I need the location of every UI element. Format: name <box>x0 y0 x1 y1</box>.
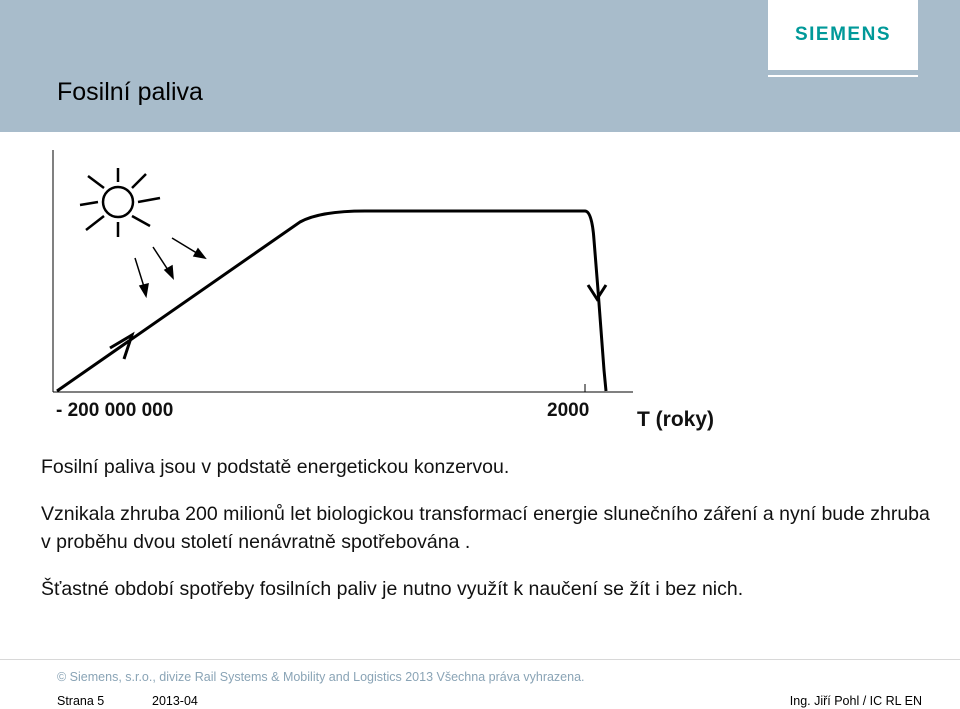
sun-ray-arrow-icon <box>135 238 205 296</box>
text-paragraph-3: Šťastné období spotřeby fosilních paliv je nutno využít k naučení se žít i bez nich. <box>41 578 744 600</box>
footer-date: 2013-04 <box>152 694 198 708</box>
logo-underline <box>768 75 918 77</box>
slide-title: Fosilní paliva <box>57 78 203 106</box>
text-paragraph-2: Vznikala zhruba 200 milionů let biologickou transformací energie slunečního záření a nyní bude zhruba v proběhu dvou století nenávratně spotřebována . <box>41 503 930 553</box>
fossil-fuel-diagram <box>0 140 960 400</box>
axis-label-time: T (roky) <box>637 408 715 431</box>
footer-page-number: Strana 5 <box>57 694 105 708</box>
reserves-curve <box>57 211 606 391</box>
label-year-2000: 2000 <box>547 400 590 421</box>
sun-icon <box>80 168 160 237</box>
logo-text: SIEMENS <box>794 24 892 45</box>
footer-author: Ing. Jiří Pohl / IC RL EN <box>789 694 922 708</box>
siemens-logo <box>768 0 918 70</box>
footer-copyright: © Siemens, s.r.o., divize Rail Systems & Mobility and Logistics 2013 Všechna práva vyhrazena. <box>57 670 585 684</box>
footer-divider <box>0 659 960 660</box>
label-start-time: - 200 000 000 <box>56 400 174 421</box>
text-line-1: Fosilní paliva jsou v podstatě energetickou konzervou. <box>41 456 510 478</box>
